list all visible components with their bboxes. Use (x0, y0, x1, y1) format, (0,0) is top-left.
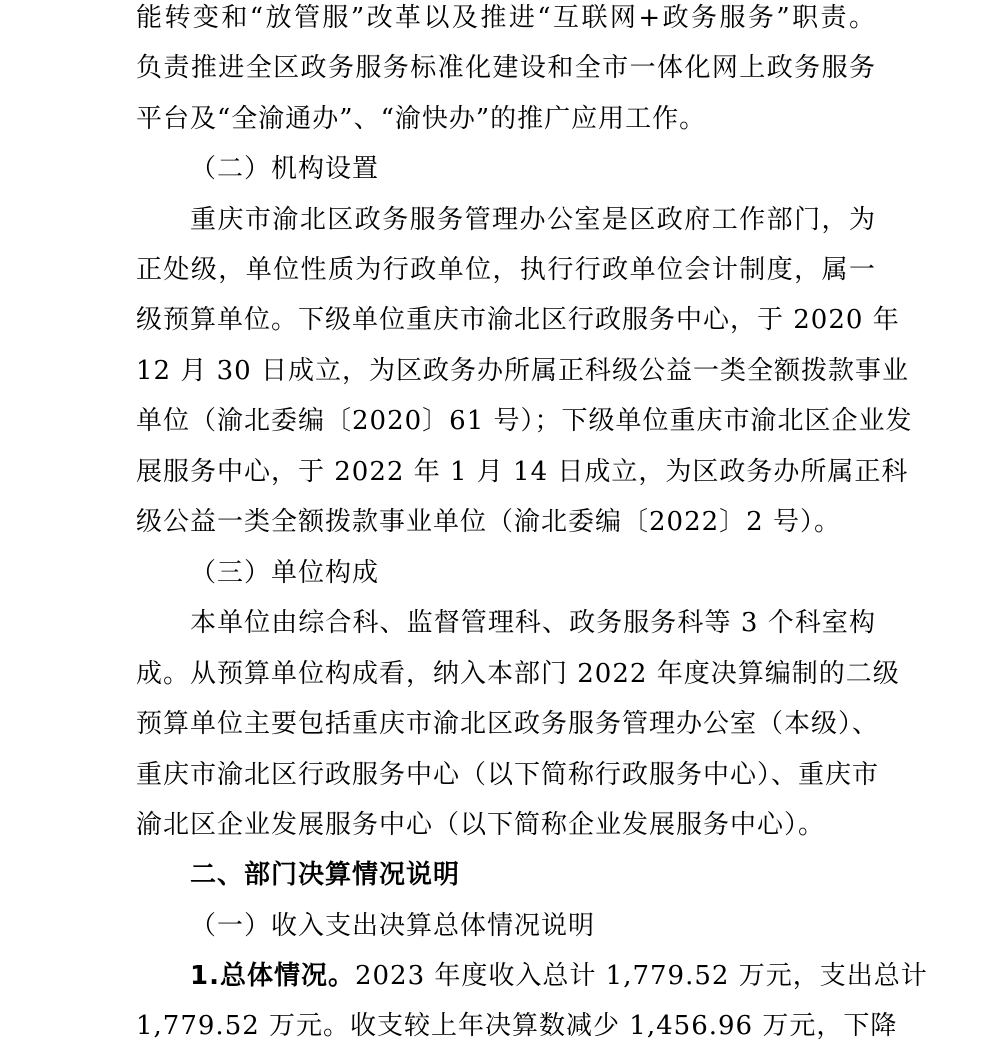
paragraph-line: 负责推进全区政务服务标准化建设和全市一体化网上政务服务 (136, 53, 876, 83)
paragraph-line: 渝北区企业发展服务中心（以下简称企业发展服务中心）。 (136, 810, 826, 840)
paragraph-line: 预算单位主要包括重庆市渝北区政务服务管理办公室（本级）、 (136, 709, 880, 739)
paragraph-line: 级公益一类全额拨款事业单位（渝北委编〔2022〕2 号）。 (136, 507, 841, 537)
subheading-inline: 1.总体情况。 (190, 961, 355, 991)
section-heading: （三）单位构成 (190, 558, 380, 588)
paragraph-line: 级预算单位。下级单位重庆市渝北区行政服务中心，于 2020 年 (136, 305, 900, 335)
paragraph-line: 展服务中心，于 2022 年 1 月 14 日成立，为区政务办所属正科 (136, 457, 909, 487)
paragraph-line: 单位（渝北委编〔2020〕61 号）；下级单位重庆市渝北区企业发 (136, 406, 913, 436)
paragraph-line: 1,779.52 万元。收支较上年决算数减少 1,456.96 万元，下降 (136, 1011, 898, 1041)
chapter-heading: 二、部门决算情况说明 (190, 860, 461, 890)
paragraph-text: 2023 年度收入总计 1,779.52 万元，支出总计 (354, 961, 928, 991)
paragraph-line: 本单位由综合科、监督管理科、政务服务科等 3 个科室构 (190, 608, 876, 638)
paragraph-line: 12 月 30 日成立，为区政务办所属正科级公益一类全额拨款事业 (136, 356, 909, 386)
paragraph-line: 能转变和“放管服”改革以及推进“互联网+政务服务”职责。 (136, 3, 876, 33)
section-heading: （一）收入支出决算总体情况说明 (190, 911, 596, 941)
paragraph-line (136, 956, 928, 996)
paragraph-line: 重庆市渝北区政务服务管理办公室是区政府工作部门，为 (190, 205, 876, 235)
section-heading: （二）机构设置 (190, 154, 380, 184)
paragraph-line: 平台及“全渝通办”、“渝快办”的推广应用工作。 (136, 104, 707, 134)
paragraph-line: 正处级，单位性质为行政单位，执行行政单位会计制度，属一 (136, 255, 876, 285)
paragraph-line: 成。从预算单位构成看，纳入本部门 2022 年度决算编制的二级 (136, 659, 900, 689)
paragraph-line: 重庆市渝北区行政服务中心（以下简称行政服务中心）、重庆市 (136, 760, 880, 790)
